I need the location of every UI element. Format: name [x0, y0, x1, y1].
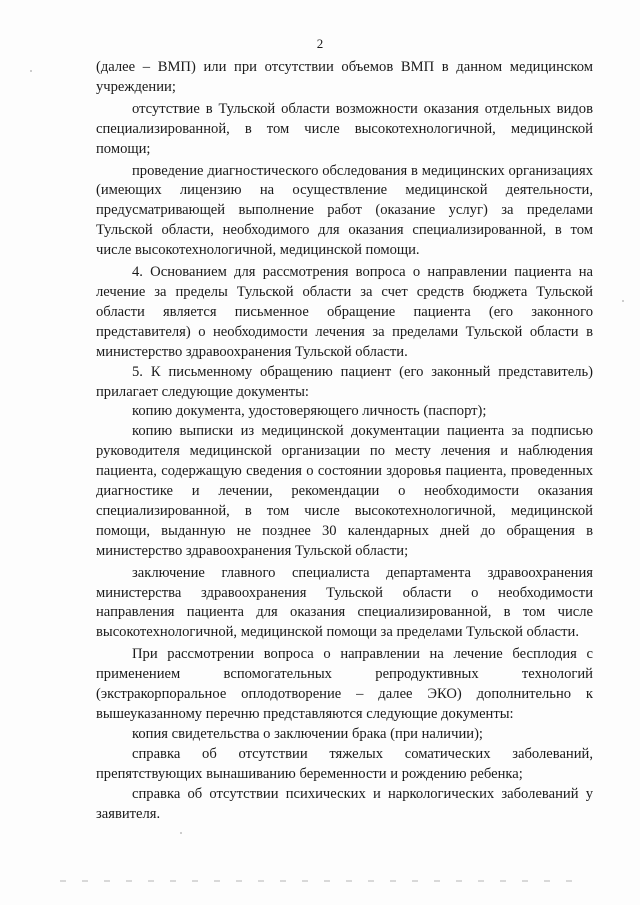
- scan-speck: [30, 70, 32, 72]
- paragraph-ivf-additional-docs: При рассмотрении вопроса о направлении на лечение бесплодия с применением вспомогательных репродуктивных технологий (экстракорпоральное оплодотворение – далее ЭКО) дополнительно к вышеуказанному перечню представляются следующие документы:: [96, 646, 593, 722]
- paragraph-no-capacity-tula: отсутствие в Тульской области возможности оказания отдельных видов специализированной, в том числе высокотехнологичной, медицинской помощи;: [96, 100, 593, 157]
- paragraph-section-5: 5. К письменному обращению пациент (его законный представитель) прилагает следующие документы:: [96, 363, 593, 400]
- scan-artifact-line: [60, 880, 580, 882]
- document-body: [96, 58, 593, 824]
- paragraph-section-4: 4. Основанием для рассмотрения вопроса о направлении пациента на лечение за пределы Тульской области за счет средств бюджета Тульской области является письменное обращение пациента (его законного представителя) о необходимости лечения за пределами Тульской области в министерство здравоохранения Тульской области.: [96, 264, 593, 360]
- list-item-medical-extract: копию выписки из медицинской документации пациента за подписью руководителя медицинской организации по месту лечения и наблюдения пациента, содержащую сведения о состоянии здоровья пациента, проведенных диагностике и лечении, рекомендации о необходимости оказания специализированной, в том числе высокотехнологичной, медицинской помощи, выданную не позднее 30 календарных дней до обращения в министерство здравоохранения Тульской области;: [96, 423, 593, 559]
- scan-speck: [622, 300, 624, 302]
- paragraph-vmp-continuation: (далее – ВМП) или при отсутствии объемов ВМП в данном медицинском учреждении;: [96, 59, 593, 95]
- page-number: 2: [316, 36, 324, 51]
- list-item-passport-copy: копию документа, удостоверяющего личность (паспорт);: [132, 403, 487, 420]
- list-item-marriage-certificate: копия свидетельства о заключении брака (при наличии);: [132, 725, 483, 742]
- list-item-chief-specialist-conclusion: заключение главного специалиста департамента здравоохранения министерства здравоохранения Тульской области о необходимости направления пациента для оказания специализированной, в том числе высокотехнологичной, медицинской помощи за пределами Тульской области.: [96, 564, 593, 641]
- paragraph-diagnostic-exam: проведение диагностического обследования в медицинских организациях (имеющих лицензию на осуществление медицинской деятельности, предусматривающей выполнение работ (оказание услуг) за пределами Тульской области, необходимого для оказания специализированной, в том числе высокотехнологичной, медицинской помощи.: [96, 162, 593, 259]
- list-item-psychiatric-certificate: справка об отсутствии психических и наркологических заболеваний у заявителя.: [96, 785, 593, 822]
- list-item-somatic-certificate: справка об отсутствии тяжелых соматических заболеваний, препятствующих вынашиванию беременности и рождению ребенка;: [96, 745, 593, 782]
- scan-speck: [180, 832, 182, 834]
